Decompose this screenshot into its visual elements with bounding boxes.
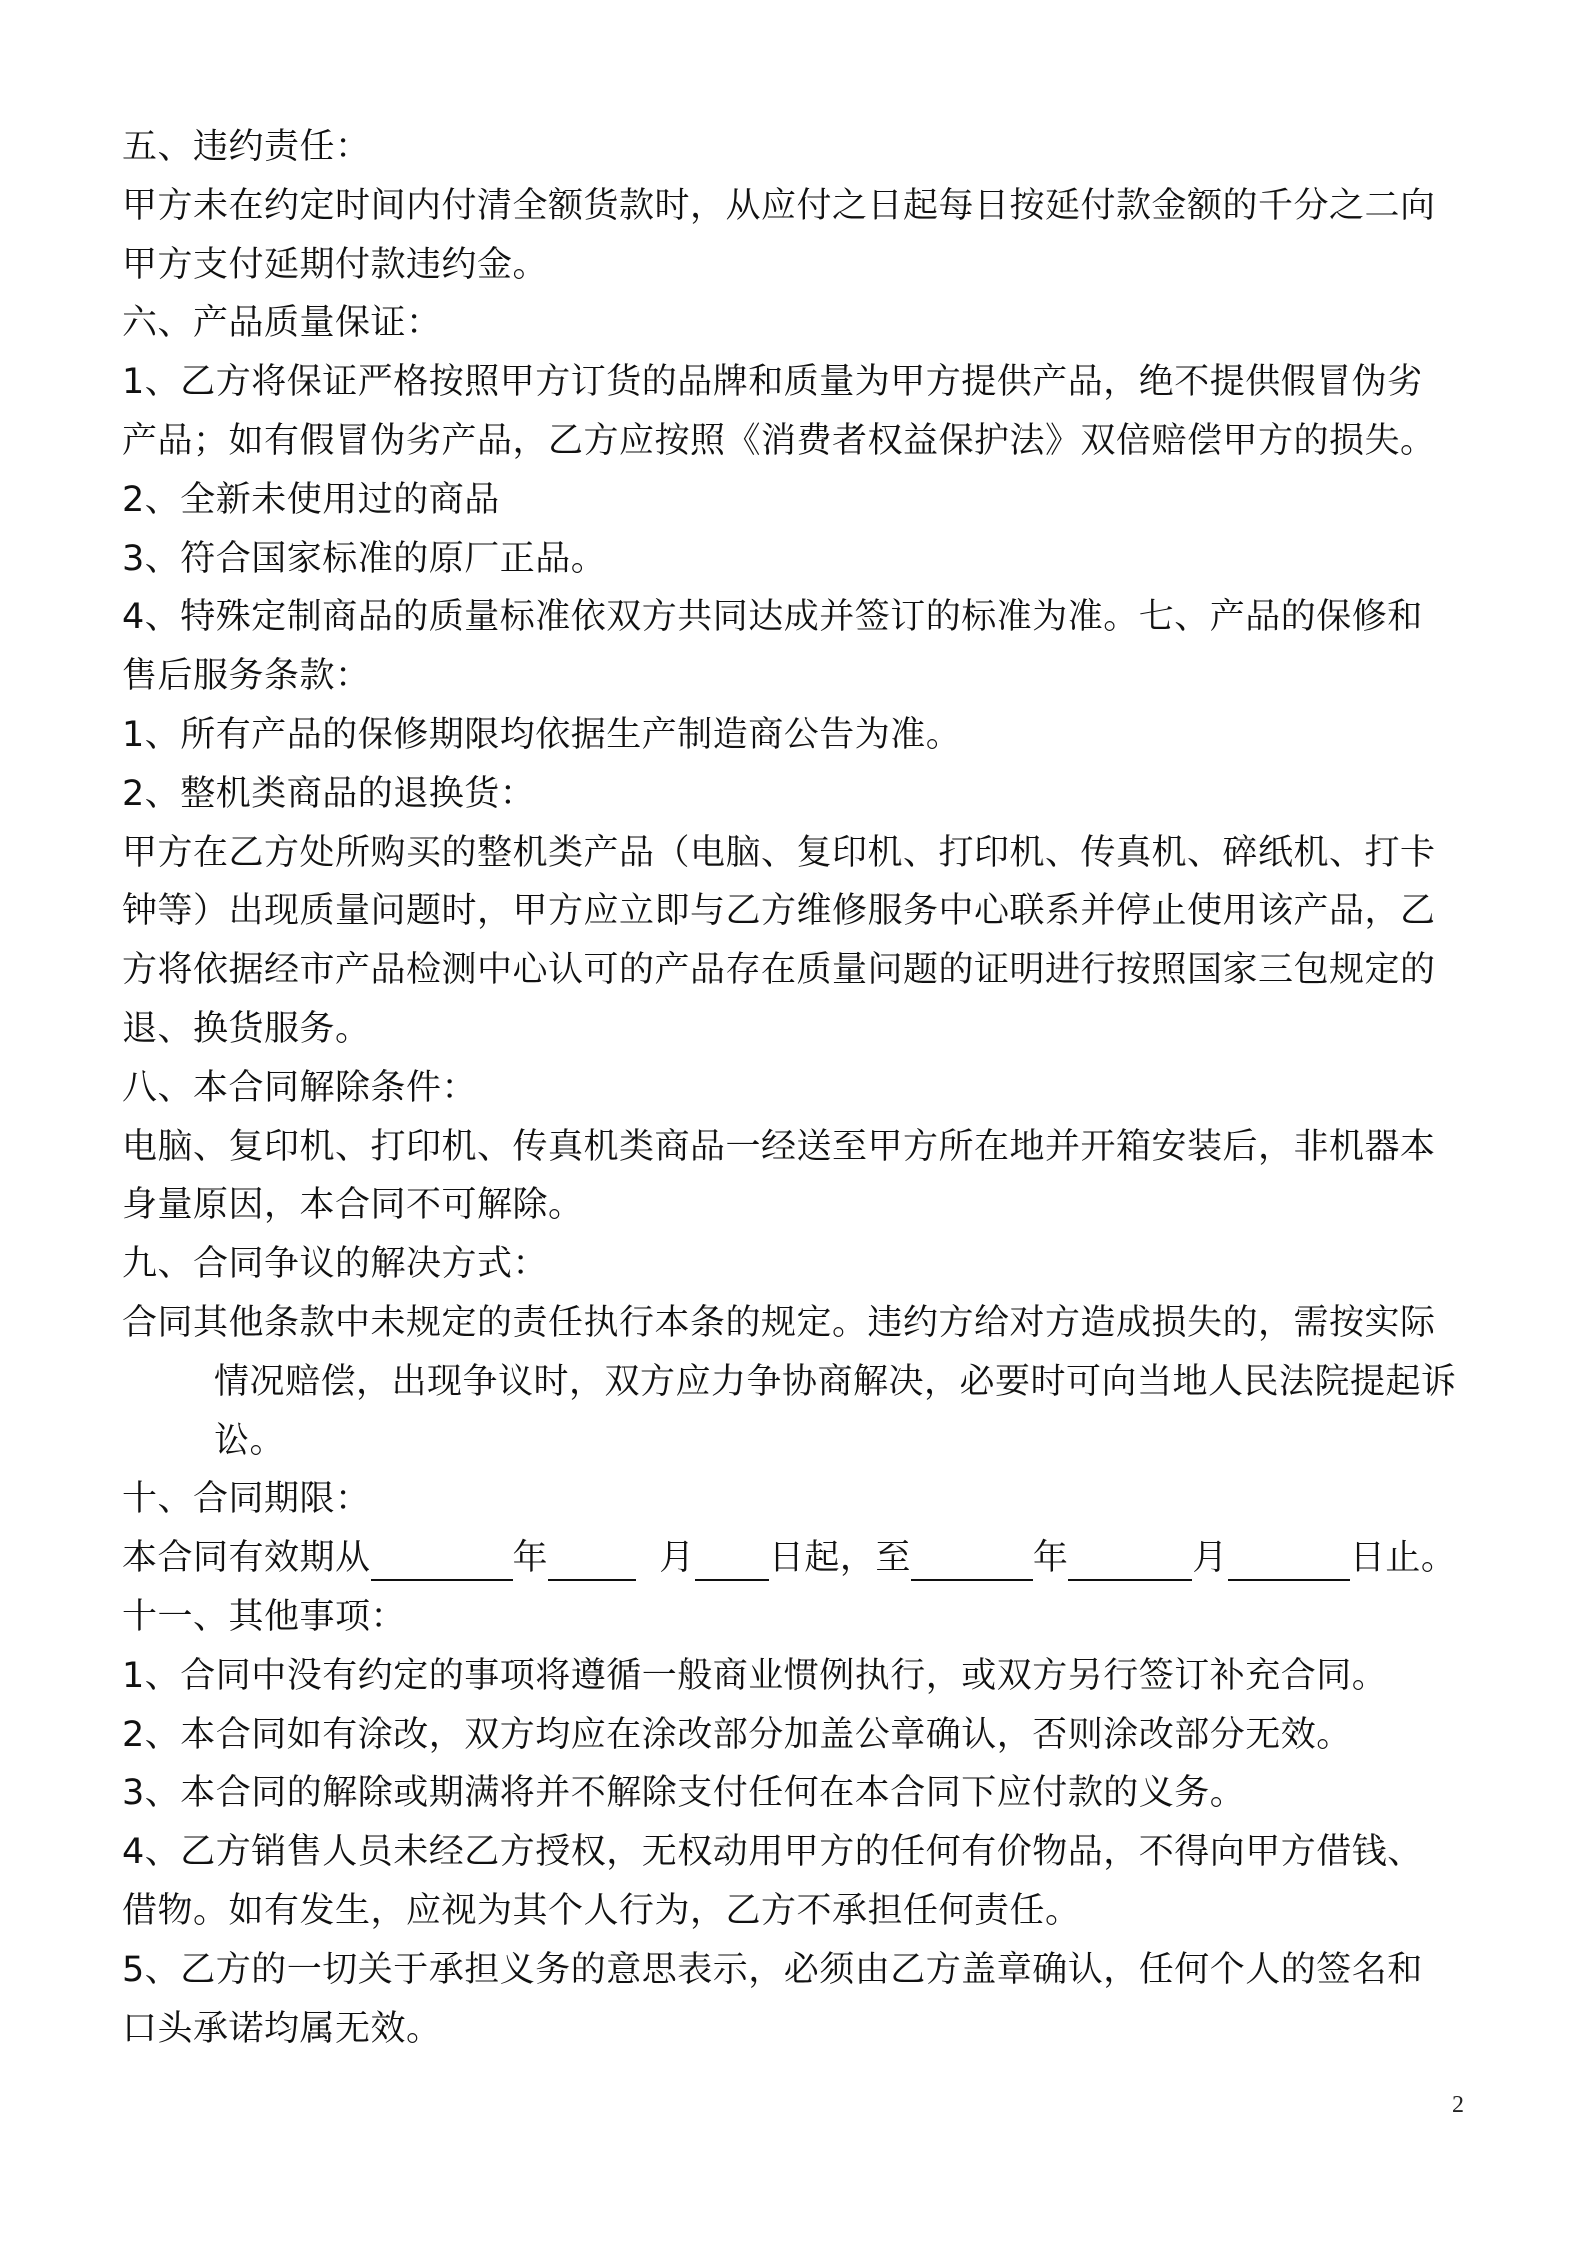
paragraph-line: 口头承诺均属无效。	[122, 2008, 442, 2049]
term-month-label: 月	[659, 1538, 695, 1579]
end-day-blank	[1228, 1539, 1350, 1581]
paragraph-line: 2、整机类商品的退换货：	[122, 773, 536, 814]
term-month-label: 月	[1192, 1538, 1228, 1579]
paragraph-line: 退、换货服务。	[122, 1008, 371, 1049]
paragraph-line-indented: 情况赔偿，出现争议时，双方应力争协商解决，必要时可向当地人民法院提起诉	[214, 1361, 1457, 1402]
paragraph-line: 1、乙方将保证严格按照甲方订货的品牌和质量为甲方提供产品，绝不提供假冒伪劣	[122, 362, 1423, 403]
paragraph-line: 产品；如有假冒伪劣产品，乙方应按照《消费者权益保护法》双倍赔偿甲方的损失。	[122, 420, 1436, 461]
paragraph-line: 身量原因，本合同不可解除。	[122, 1185, 584, 1226]
term-prefix: 本合同有效期从	[122, 1538, 371, 1579]
paragraph-line: 1、合同中没有约定的事项将遵循一般商业惯例执行，或双方另行签订补充合同。	[122, 1655, 1388, 1696]
paragraph-line: 2、本合同如有涂改，双方均应在涂改部分加盖公章确认，否则涂改部分无效。	[122, 1714, 1352, 1755]
paragraph-line: 甲方在乙方处所购买的整机类产品（电脑、复印机、打印机、传真机、碎纸机、打卡	[122, 832, 1436, 873]
heading-quality-guarantee: 六、产品质量保证：	[122, 303, 442, 344]
paragraph-line: 电脑、复印机、打印机、传真机类商品一经送至甲方所在地并开箱安装后，非机器本	[122, 1126, 1436, 1167]
paragraph-line: 钟等）出现质量问题时，甲方应立即与乙方维修服务中心联系并停止使用该产品，乙	[122, 891, 1436, 932]
paragraph-line: 甲方未在约定时间内付清全额货款时，从应付之日起每日按延付款金额的千分之二向	[122, 185, 1436, 226]
term-day-label: 日起，至	[768, 1538, 911, 1579]
paragraph-line: 4、乙方销售人员未经乙方授权，无权动用甲方的任何有价物品，不得向甲方借钱、	[122, 1832, 1423, 1873]
heading-termination-conditions: 八、本合同解除条件：	[122, 1067, 478, 1108]
end-month-blank	[1068, 1539, 1192, 1581]
paragraph-line: 4、特殊定制商品的质量标准依双方共同达成并签订的标准为准。七、产品的保修和	[122, 597, 1423, 638]
paragraph-line: 借物。如有发生，应视为其个人行为，乙方不承担任何责任。	[122, 1890, 1081, 1931]
contract-term-line	[122, 1529, 1484, 1588]
start-day-blank	[695, 1539, 769, 1581]
paragraph-line: 合同其他条款中未规定的责任执行本条的规定。违约方给对方造成损失的，需按实际	[122, 1302, 1436, 1343]
contract-body	[122, 118, 1484, 2058]
paragraph-line: 1、所有产品的保修期限均依据生产制造商公告为准。	[122, 714, 962, 755]
paragraph-line-indented: 讼。	[214, 1420, 286, 1461]
term-end-label: 日止。	[1349, 1538, 1457, 1579]
paragraph-line: 3、符合国家标准的原厂正品。	[122, 538, 607, 579]
paragraph-line: 甲方支付延期付款违约金。	[122, 244, 549, 285]
start-year-blank	[371, 1539, 513, 1581]
term-year-label: 年	[1032, 1538, 1069, 1579]
heading-dispute-resolution: 九、合同争议的解决方式：	[122, 1244, 549, 1285]
heading-contract-term: 十、合同期限：	[122, 1479, 371, 1520]
paragraph-line: 方将依据经市产品检测中心认可的产品存在质量问题的证明进行按照国家三包规定的	[122, 950, 1436, 991]
heading-breach-liability: 五、违约责任：	[122, 127, 371, 167]
heading-other-matters: 十一、其他事项：	[122, 1596, 407, 1637]
start-month-blank	[548, 1539, 636, 1581]
paragraph-line: 5、乙方的一切关于承担义务的意思表示，必须由乙方盖章确认，任何个人的签名和	[122, 1949, 1423, 1990]
paragraph-line: 3、本合同的解除或期满将并不解除支付任何在本合同下应付款的义务。	[122, 1773, 1246, 1814]
paragraph-line: 2、全新未使用过的商品	[122, 479, 500, 520]
page-number: 2	[1452, 2092, 1464, 2118]
paragraph-line: 售后服务条款：	[122, 656, 371, 697]
end-year-blank	[911, 1539, 1033, 1581]
term-year-label: 年	[512, 1538, 549, 1579]
